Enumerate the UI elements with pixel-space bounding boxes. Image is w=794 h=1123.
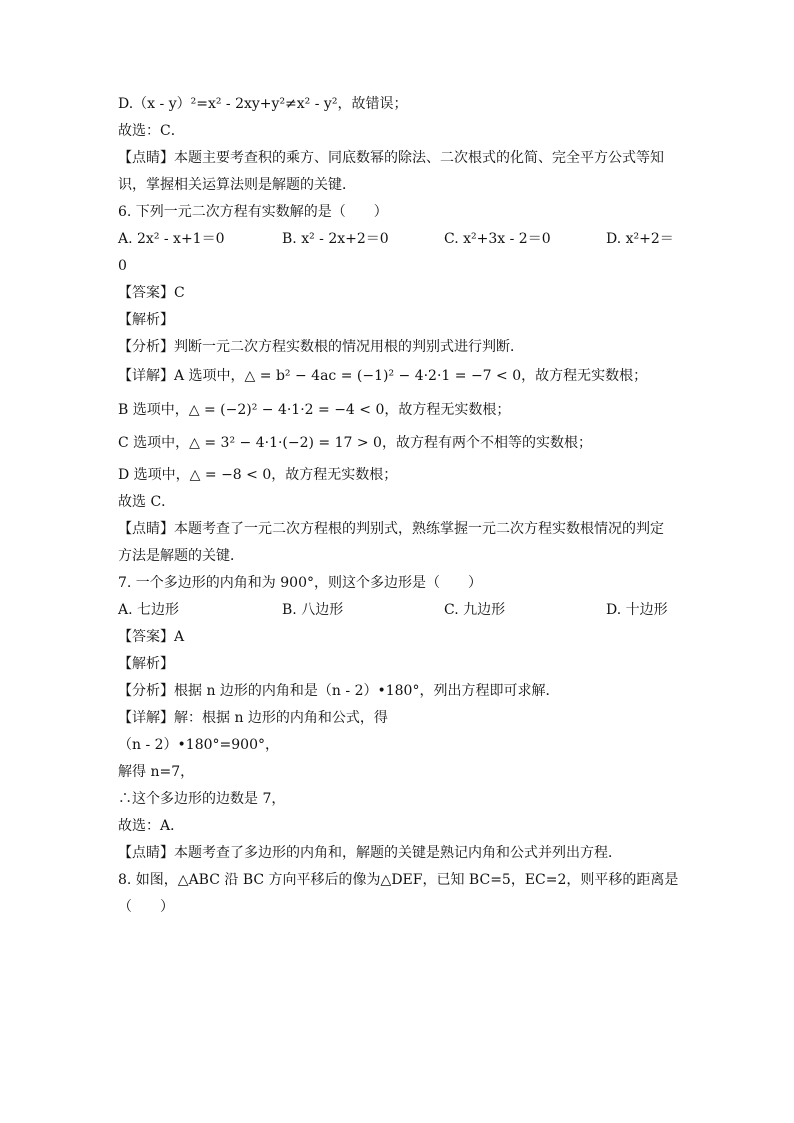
detail-6-a: 【详解】A 选项中，△ = b² − 4ac = (−1)² − 4·2·1 = −7 < 0，故方程无实数根； [118,368,648,384]
selection-7: 故选：A． [118,818,185,834]
option-c: C. x²+3x - 2＝0 [444,231,551,247]
equation-7: （n - 2）•180°=900°， [118,737,279,753]
analysis-label-6: 【解析】 [118,312,174,328]
question-6: 6. 下列一元二次方程有实数解的是（ ） [118,204,388,220]
conclusion-7: ∴这个多边形的边数是 7， [118,791,286,807]
note-6-line2: 方法是解题的关键． [118,548,244,564]
selection-6: 故选 C． [118,494,176,510]
option-d-continued: 0 [118,258,127,274]
detail-6-d: D 选项中，△ = −8 < 0，故方程无实数根； [118,467,398,483]
option-b: B. 八边形 [282,602,344,618]
text-line: 故选：C． [118,123,185,139]
solution-7: 解得 n=7， [118,764,195,780]
option-d: D. x²+2＝ [606,231,674,247]
detail-6-b: B 选项中，△ = (−2)² − 4·1·2 = −4 < 0，故方程无实数根； [118,402,511,418]
note-7: 【点睛】本题考查了多边形的内角和，解题的关键是熟记内角和公式并列出方程． [118,845,622,861]
answer-7: 【答案】A [118,629,185,645]
question-7: 7. 一个多边形的内角和为 900°，则这个多边形是（ ） [118,575,482,591]
answer-6: 【答案】C [118,285,185,301]
detail-6-c: C 选项中，△ = 3² − 4·1·(−2) = 17 > 0，故方程有两个不相等的实数根； [118,435,592,451]
analysis-6: 【分析】判断一元二次方程实数根的情况用根的判别式进行判断． [118,339,524,355]
option-b: B. x² - 2x+2＝0 [282,231,389,247]
analysis-7: 【分析】根据 n 边形的内角和是（n - 2）•180°，列出方程即可求解． [118,683,560,699]
question-8-line2: （ ） [118,899,174,915]
option-a: A. 2x² - x+1＝0 [118,231,225,247]
option-d: D. 十边形 [606,602,668,618]
detail-7: 【详解】解：根据 n 边形的内角和公式，得 [118,710,388,726]
text-line: 识，掌握相关运算法则是解题的关键． [118,177,356,193]
text-line: 【点睛】本题主要考查积的乘方、同底数幂的除法、二次根式的化简、完全平方公式等知 [118,150,664,166]
question-8-line1: 8. 如图，△ABC 沿 BC 方向平移后的像为△DEF，已知 BC=5，EC=2，则平移的距离是 [118,872,679,888]
note-6-line1: 【点睛】本题考查了一元二次方程根的判别式，熟练掌握一元二次方程实数根情况的判定 [118,521,664,537]
text-line: D.（x - y）²=x² - 2xy+y²≠x² - y²，故错误； [118,96,408,112]
option-c: C. 九边形 [444,602,506,618]
analysis-label-7: 【解析】 [118,656,174,672]
option-a: A. 七边形 [118,602,180,618]
